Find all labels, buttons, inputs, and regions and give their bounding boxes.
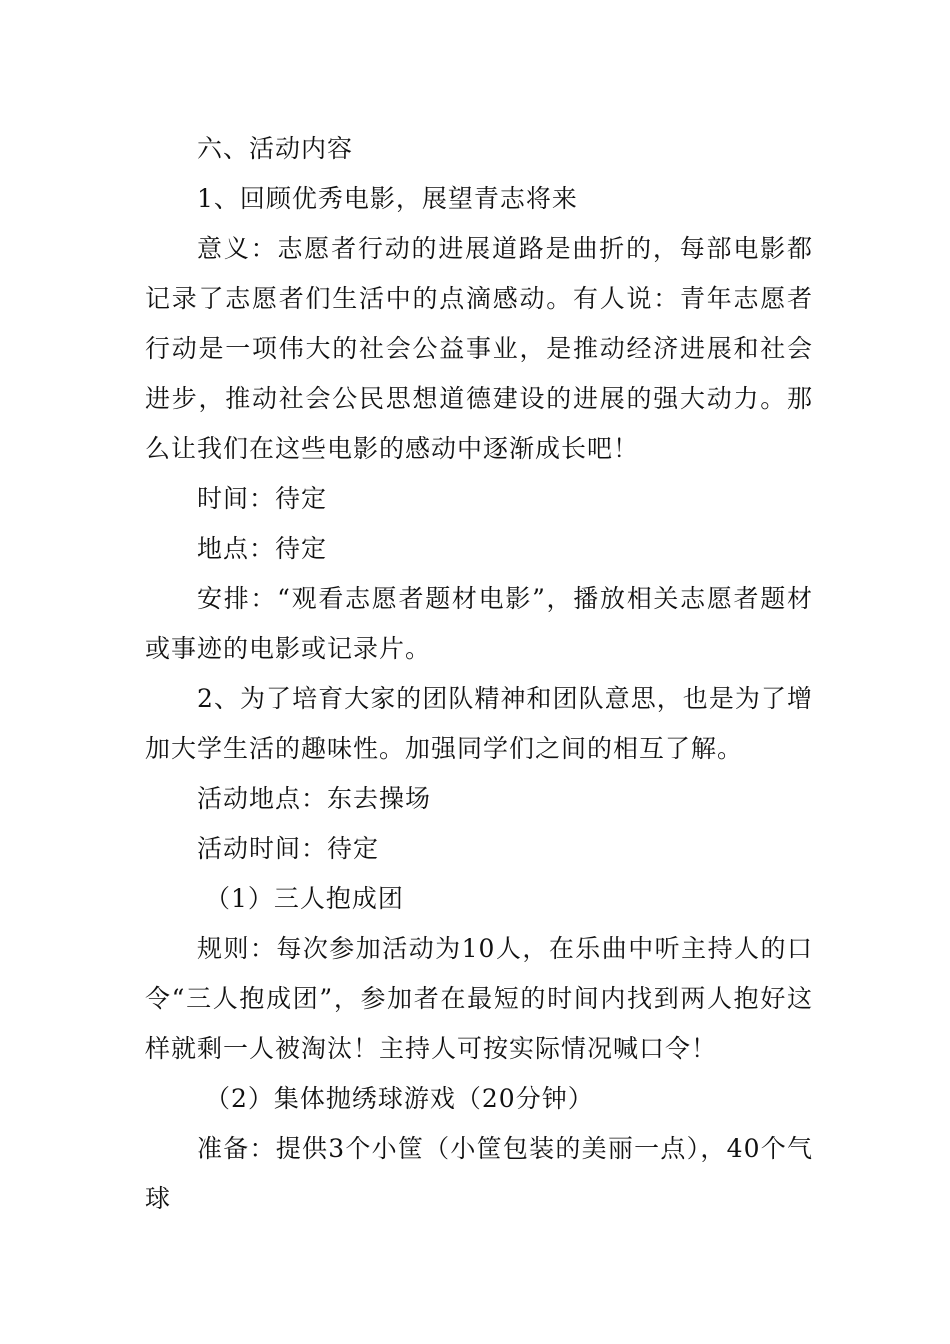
paragraph-arrangement: 安排：“观看志愿者题材电影”，播放相关志愿者题材或事迹的电影或记录片。 bbox=[145, 584, 813, 663]
document-body bbox=[145, 124, 813, 1224]
paragraph-activity-location: 活动地点：东去操场 bbox=[197, 784, 432, 813]
item-heading-2: 2、为了培育大家的团队精神和团队意思，也是为了增加大学生活的趣味性。加强同学们之间的相互了解。 bbox=[145, 684, 813, 763]
subitem-heading-2: （2）集体抛绣球游戏（20分钟） bbox=[205, 1084, 594, 1113]
paragraph-location: 地点：待定 bbox=[197, 534, 328, 563]
paragraph-time: 时间：待定 bbox=[197, 484, 328, 513]
paragraph-preparation: 准备：提供3个小筐（小筐包装的美丽一点），40个气球 bbox=[145, 1134, 813, 1213]
section-heading: 六、活动内容 bbox=[197, 134, 354, 163]
paragraph-activity-time: 活动时间：待定 bbox=[197, 834, 380, 863]
paragraph-rules: 规则：每次参加活动为10人，在乐曲中听主持人的口令“三人抱成团”，参加者在最短的时间内找到两人抱好这样就剩一人被淘汰！主持人可按实际情况喊口令！ bbox=[145, 934, 813, 1063]
subitem-heading-1: （1）三人抱成团 bbox=[205, 884, 404, 913]
item-heading-1: 1、回顾优秀电影，展望青志将来 bbox=[197, 184, 578, 213]
paragraph-meaning: 意义：志愿者行动的进展道路是曲折的，每部电影都记录了志愿者们生活中的点滴感动。有人说：青年志愿者行动是一项伟大的社会公益事业，是推动经济进展和社会进步，推动社会公民思想道德建设的进展的强大动力。那么让我们在这些电影的感动中逐渐成长吧！ bbox=[145, 234, 813, 463]
